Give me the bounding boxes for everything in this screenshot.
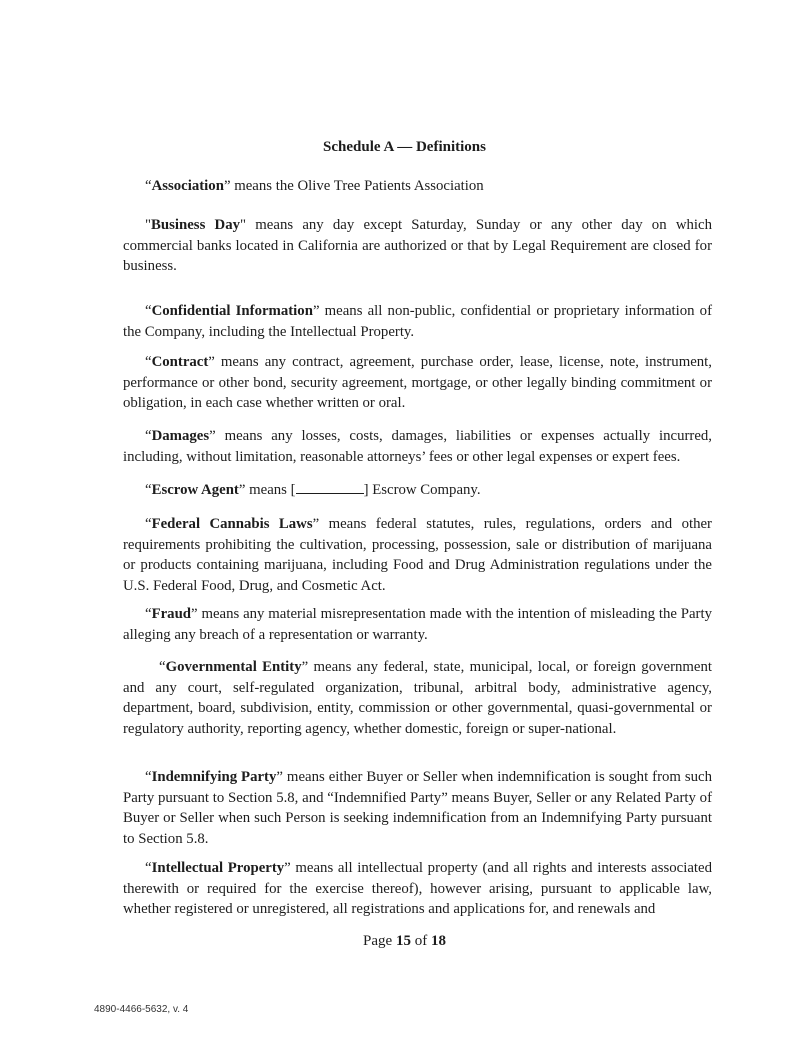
definition-business-day: "Business Day" means any day except Saturday, Sunday or any other day on which commercial banks located in California are authorized or that by Legal Requirement are closed for business. <box>123 217 712 274</box>
defined-term: Indemnifying Party <box>151 769 277 785</box>
definition-association: “Association” means the Olive Tree Patients Association <box>145 178 484 194</box>
defined-term: Association <box>151 178 224 194</box>
defined-term: Confidential Information <box>151 303 313 319</box>
defined-term: Intellectual Property <box>151 860 285 876</box>
defined-term: Federal Cannabis Laws <box>151 516 313 532</box>
definition-intellectual-property: “Intellectual Property” means all intellectual property (and all rights and interests associated therewith or required for the exercise thereof), however arising, pursuant to applicable law, whether registered or unregistered, all registrations and applications for, and renewals and <box>123 860 712 917</box>
definition-escrow-agent: “Escrow Agent” means [ ] Escrow Company. <box>145 482 481 498</box>
definition-governmental-entity: “Governmental Entity” means any federal, state, municipal, local, or foreign government and any court, self-regulated organization, tribunal, arbitral body, administrative agency, department, board, subdivision, entity, commission or other governmental, quasi-governmental or regulatory authority, reporting agency, whether domestic, foreign or super-national. <box>123 659 712 737</box>
definition-damages: “Damages” means any losses, costs, damages, liabilities or expenses actually incurred, including, without limitation, reasonable attorneys’ fees or other legal expenses or expert fees. <box>123 428 712 465</box>
blank-line <box>296 481 364 494</box>
defined-term: Governmental Entity <box>165 659 302 675</box>
defined-term: Escrow Agent <box>151 482 239 498</box>
definition-confidential-information: “Confidential Information” means all non-public, confidential or proprietary information of the Company, including the Intellectual Property. <box>123 303 713 340</box>
document-id: 4890-4466-5632, v. 4 <box>94 1004 189 1015</box>
page-title: Schedule A — Definitions <box>323 139 486 155</box>
defined-term: Business Day <box>151 217 241 233</box>
page-number: Page 15 of 18 <box>363 933 446 949</box>
definition-federal-cannabis-laws: “Federal Cannabis Laws” means federal statutes, rules, regulations, orders and other requirements prohibiting the cultivation, processing, possession, sale or distribution of marijuana or products containing marijuana, including Food and Drug Administration regulations under the U.S. Federal Food, Drug, and Cosmetic Act. <box>123 516 712 594</box>
definition-indemnifying-party: “Indemnifying Party” means either Buyer or Seller when indemnification is sought from such Party pursuant to Section 5.8, and “Indemnified Party” means Buyer, Seller or any Related Party of Buyer or Seller when such Person is seeking indemnification from an Indemnifying Party pursuant to Section 5.8. <box>123 769 712 847</box>
definition-contract: “Contract” means any contract, agreement, purchase order, lease, license, note, instrument, performance or other bond, security agreement, mortgage, or other legally binding commitment or obligation, in each case whether written or oral. <box>123 354 712 411</box>
defined-term: Contract <box>151 354 209 370</box>
definition-fraud: “Fraud” means any material misrepresentation made with the intention of misleading the Party alleging any breach of a representation or warranty. <box>123 606 712 643</box>
defined-term: Fraud <box>151 606 192 622</box>
defined-term: Damages <box>151 428 210 444</box>
